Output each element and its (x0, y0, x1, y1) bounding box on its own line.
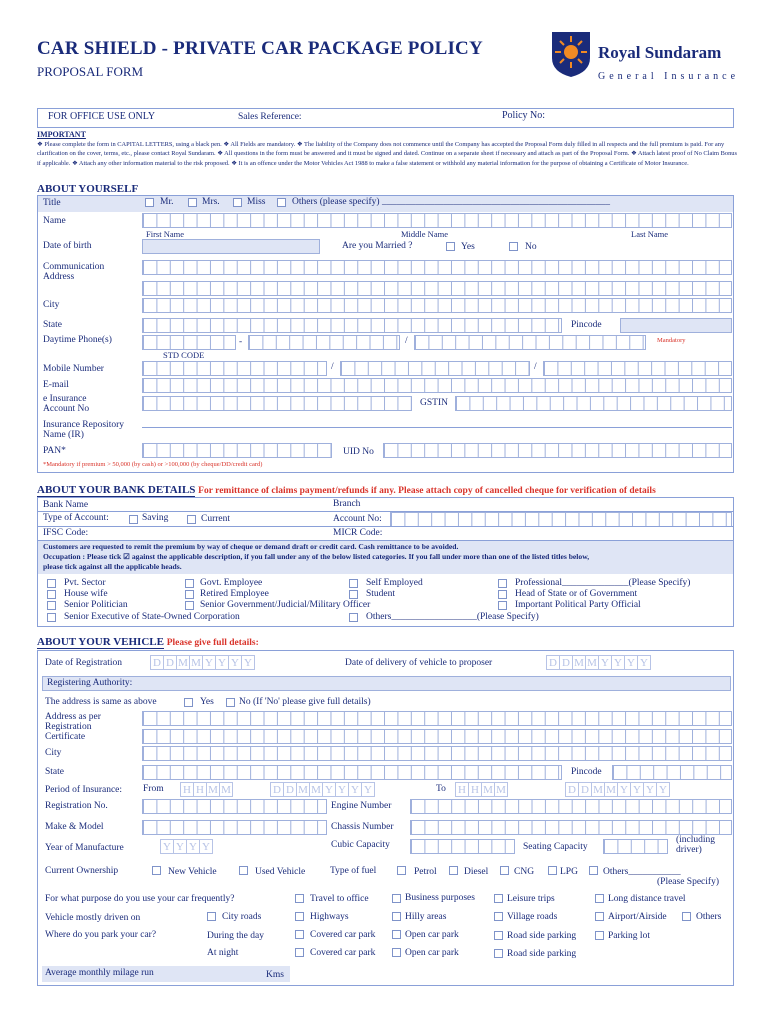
day-open-label: Open car park (405, 930, 459, 940)
occ-student-checkbox[interactable] (349, 590, 358, 599)
long-distance-checkbox[interactable] (595, 894, 604, 903)
lpg-label: LPG (560, 867, 578, 877)
mobile-input-2[interactable] (340, 361, 530, 376)
email-input[interactable] (142, 378, 732, 393)
occ-senior-govt-checkbox[interactable] (185, 601, 194, 610)
addr-same-yes-label: Yes (200, 697, 214, 707)
micr-label: MICR Code: (333, 528, 383, 538)
married-no-checkbox[interactable] (509, 242, 518, 251)
cubic-label: Cubic Capacity (331, 840, 390, 850)
day-open-checkbox[interactable] (392, 930, 401, 939)
uid-label: UID No (343, 447, 374, 457)
period-label: Period of Insurance: (45, 785, 123, 795)
occ-senior-govt-label: Senior Government/Judicial/Military Officer (200, 600, 371, 610)
hilly-label: Hilly areas (405, 912, 447, 922)
milage-label: Average monthly milage run (45, 968, 154, 978)
seating-label: Seating Capacity (523, 842, 588, 852)
to-date-cell[interactable]: D (565, 782, 579, 797)
from-label: From (143, 784, 164, 794)
cng-label: CNG (514, 867, 535, 877)
night-open-checkbox[interactable] (392, 948, 401, 957)
rc-addr-3: Certificate (45, 732, 86, 742)
night-road-label: Road side parking (507, 949, 577, 959)
lpg-checkbox[interactable] (548, 866, 557, 875)
occ-party-label: Important Political Party Official (515, 600, 641, 610)
miss-label: Miss (247, 197, 266, 207)
delivery-date-cell[interactable]: D (559, 655, 573, 670)
rc-addr-2: Registration (45, 722, 92, 732)
about-yourself-box (37, 195, 734, 473)
cubic-input[interactable] (410, 839, 515, 854)
engine-input[interactable] (410, 799, 732, 814)
reg-date-cell[interactable]: M (189, 655, 203, 670)
diesel-label: Diesel (464, 867, 489, 877)
yom-input[interactable] (160, 839, 212, 854)
city-label: City (43, 300, 60, 310)
occ-retired-label: Retired Employee (200, 589, 269, 599)
from-time-cell[interactable]: M (219, 782, 233, 797)
phone-number-2-input[interactable] (414, 335, 646, 350)
about-yourself-heading (37, 183, 138, 195)
reg-authority-input[interactable] (42, 676, 731, 691)
dob-input[interactable] (142, 239, 320, 254)
reg-date-cell[interactable]: D (150, 655, 164, 670)
office-use-label: FOR OFFICE USE ONLY (48, 111, 156, 122)
occ-housewife-label: House wife (64, 589, 108, 599)
state-input[interactable] (142, 318, 562, 333)
reg-date-label: Date of Registration (45, 658, 123, 668)
last-name-label: Last Name (631, 229, 669, 239)
addr-same-yes-checkbox[interactable] (184, 698, 193, 707)
reg-date-cell[interactable]: Y (202, 655, 216, 670)
eins-label-2: Account No (43, 404, 90, 414)
rc-city-label: City (45, 748, 62, 758)
mobile-input-1[interactable] (142, 361, 327, 376)
current-checkbox[interactable] (187, 515, 196, 524)
email-label: E-mail (43, 380, 69, 390)
new-vehicle-checkbox[interactable] (152, 866, 161, 875)
from-date-cell[interactable]: Y (322, 782, 336, 797)
from-date-cell[interactable]: M (309, 782, 323, 797)
account-no-input[interactable] (390, 512, 732, 527)
to-label: To (436, 784, 446, 794)
seating-input[interactable] (603, 839, 668, 854)
from-date-cell[interactable]: D (270, 782, 284, 797)
during-day-label: During the day (207, 931, 264, 941)
important-heading: IMPORTANT (37, 130, 86, 139)
fuel-others-label: Others___________ (603, 867, 681, 877)
rc-pincode-input[interactable] (612, 765, 732, 780)
to-time-cell[interactable]: H (468, 782, 482, 797)
airport-checkbox[interactable] (595, 912, 604, 921)
dob-label: Date of birth (43, 241, 92, 251)
city-roads-checkbox[interactable] (207, 912, 216, 921)
name-label: Name (43, 216, 66, 226)
diesel-checkbox[interactable] (449, 866, 458, 875)
to-date-cell[interactable]: D (578, 782, 592, 797)
title-label: Title (43, 198, 61, 208)
sales-reference-label: Sales Reference: (238, 112, 302, 122)
from-date-cell[interactable]: Y (348, 782, 362, 797)
ownership-label: Current Ownership (45, 866, 119, 876)
ir-label (43, 420, 124, 440)
uid-input[interactable] (383, 443, 732, 458)
occ-party-checkbox[interactable] (498, 601, 507, 610)
occ-professional-label: Professional______________(Please Specify) (515, 578, 691, 588)
to-date-cell[interactable]: M (604, 782, 618, 797)
highways-label: Highways (310, 912, 349, 922)
logo-sub: General Insurance (598, 71, 740, 82)
from-date-input[interactable] (270, 782, 374, 797)
logo-name: Royal Sundaram (598, 43, 722, 62)
current-label: Current (201, 514, 231, 524)
city-roads-label: City roads (222, 912, 262, 922)
parking-lot-checkbox[interactable] (595, 931, 604, 940)
rc-pincode-label: Pincode (571, 767, 602, 777)
pincode-label: Pincode (571, 320, 602, 330)
petrol-checkbox[interactable] (397, 866, 406, 875)
phone-dash: - (239, 337, 243, 347)
married-yes-checkbox[interactable] (446, 242, 455, 251)
yom-cell[interactable]: Y (199, 839, 213, 854)
from-time-input[interactable] (180, 782, 232, 797)
e-insurance-input[interactable] (142, 396, 412, 411)
delivery-date-label: Date of delivery of vehicle to proposer (345, 658, 493, 668)
saving-checkbox[interactable] (129, 515, 138, 524)
airport-label: Airport/Airside (608, 912, 667, 922)
business-label: Business purposes (405, 893, 475, 903)
ir-label-2: Name (IR) (43, 430, 84, 440)
others-checkbox[interactable] (277, 198, 286, 207)
chassis-label: Chassis Number (331, 822, 394, 832)
e-insurance-label (43, 394, 89, 414)
occ-pvt-label: Pvt. Sector (64, 578, 106, 588)
pan-label: PAN* (43, 446, 66, 456)
reg-date-cell[interactable]: Y (241, 655, 255, 670)
vehicle-heading-title: ABOUT YOUR VEHICLE (37, 636, 164, 648)
travel-office-checkbox[interactable] (295, 894, 304, 903)
night-covered-checkbox[interactable] (295, 948, 304, 957)
gstin-label: GSTIN (420, 398, 448, 408)
eins-label-1: e Insurance (43, 394, 87, 404)
name-input[interactable] (142, 213, 732, 228)
ifsc-label: IFSC Code: (43, 528, 89, 538)
mandatory-note: Mandatory (657, 337, 686, 344)
account-no-label: Account No: (333, 514, 382, 524)
day-covered-label: Covered car park (310, 930, 376, 940)
reg-date-cell[interactable]: Y (215, 655, 229, 670)
addr-same-no-label: No (If 'No' please give full details) (239, 697, 371, 707)
rc-addr-1: Address as per (45, 712, 101, 722)
petrol-label: Petrol (414, 867, 437, 877)
village-checkbox[interactable] (494, 912, 503, 921)
comm-address-label (43, 262, 104, 282)
make-input[interactable] (142, 820, 327, 835)
business-checkbox[interactable] (392, 894, 401, 903)
to-date-cell[interactable]: Y (656, 782, 670, 797)
occ-politician-checkbox[interactable] (47, 601, 56, 610)
kms-label: Kms (266, 970, 284, 980)
used-vehicle-checkbox[interactable] (239, 866, 248, 875)
saving-label: Saving (142, 513, 169, 523)
customer-note-2: Occupation : Please tick ☑ against the applicable description, if you fall under any of the below listed categories. If you fall under more than one of the listed titles below, (43, 552, 590, 561)
from-date-cell[interactable]: Y (335, 782, 349, 797)
hilly-checkbox[interactable] (392, 912, 401, 921)
occ-others-label: Others__________________(Please Specify) (366, 612, 539, 622)
leisure-checkbox[interactable] (494, 894, 503, 903)
from-date-cell[interactable]: Y (361, 782, 375, 797)
std-code-label: STD CODE (163, 350, 205, 360)
night-open-label: Open car park (405, 948, 459, 958)
occ-state-exec-checkbox[interactable] (47, 613, 56, 622)
occ-professional-checkbox[interactable] (498, 579, 507, 588)
occ-others-checkbox[interactable] (349, 613, 358, 622)
state-label: State (43, 320, 62, 330)
important-text: ❖ Please complete the form in CAPITAL LETTERS, using a black pen. ❖ All Fields are mandatory. ❖ The liability of the Company does not commence until the Company has accepted the Proposal Form duly filled in all respects and the full premium is paid. For any clarification on the cover, terms, etc., please contact Royal Sundaram. ❖ All questions in the form must be answered and it must be signed and dated. Continue on a separate sheet if necessary and attach as part of the Proposal Form. ❖ Attach latest proof of No Claim Bonus if applicable. ❖ Attach any other information material to the risk proposed. ❖ It is an offence under the Motor Vehicles Act 1988 to make a false statement or withhold any material information for the purpose of obtaining a Certificate of Motor Insurance. (37, 141, 737, 167)
engine-label: Engine Number (331, 801, 392, 811)
cng-checkbox[interactable] (500, 866, 509, 875)
pan-note: *Mandatory if premium > 50,000 (by cash) or >100,000 (by cheque/DD/credit card) (43, 461, 263, 468)
mobile-slash-1: / (331, 362, 334, 372)
policy-no-label: Policy No: (502, 110, 546, 121)
parking-lot-label: Parking lot (608, 931, 650, 941)
ir-input-line[interactable] (142, 427, 732, 428)
mr-label: Mr. (160, 197, 174, 207)
pincode-input[interactable] (620, 318, 732, 333)
occ-housewife-checkbox[interactable] (47, 590, 56, 599)
travel-office-label: Travel to office (310, 894, 369, 904)
first-name-label: First Name (146, 229, 185, 239)
city-input[interactable] (142, 298, 732, 313)
phone-number-input[interactable] (248, 335, 400, 350)
vehicle-heading-note: Please give full details: (166, 638, 259, 648)
fuel-label: Type of fuel (330, 866, 377, 876)
yom-cell[interactable]: Y (173, 839, 187, 854)
from-time-cell[interactable]: H (180, 782, 194, 797)
from-date-cell[interactable]: M (296, 782, 310, 797)
occ-politician-label: Senior Politician (64, 600, 128, 610)
reg-authority-label: Registering Authority: (47, 678, 133, 688)
mrs-label: Mrs. (202, 197, 220, 207)
form-subtitle: PROPOSAL FORM (37, 64, 144, 79)
village-label: Village roads (507, 912, 558, 922)
used-vehicle-label: Used Vehicle (255, 867, 306, 877)
reg-no-input[interactable] (142, 799, 327, 814)
incl-1: (including (676, 835, 716, 845)
address-line-1[interactable] (142, 260, 732, 275)
to-date-cell[interactable]: Y (643, 782, 657, 797)
day-road-label: Road side parking (507, 931, 577, 941)
from-date-cell[interactable]: D (283, 782, 297, 797)
reg-no-label: Registration No. (45, 801, 108, 811)
mr-checkbox[interactable] (145, 198, 154, 207)
rc-address-label (45, 712, 101, 742)
married-no-label: No (525, 242, 537, 252)
yom-cell[interactable]: Y (160, 839, 174, 854)
bank-heading-note: For remittance of claims payment/refunds if any. Please attach copy of cancelled cheque for verification of details (198, 486, 656, 496)
ir-label-1: Insurance Repository (43, 420, 124, 430)
branch-label: Branch (333, 499, 361, 509)
comm-label-1: Communication (43, 262, 105, 272)
rc-city-input[interactable] (142, 746, 732, 761)
occ-govt-checkbox[interactable] (185, 579, 194, 588)
occ-student-label: Student (366, 589, 396, 599)
mrs-checkbox[interactable] (188, 198, 197, 207)
day-road-checkbox[interactable] (494, 931, 503, 940)
make-label: Make & Model (45, 822, 104, 832)
pan-input[interactable] (142, 443, 332, 458)
married-yes-label: Yes (461, 242, 475, 252)
rc-state-input[interactable] (142, 765, 562, 780)
yom-label: Year of Manufacture (45, 843, 124, 853)
delivery-date-cell[interactable]: M (585, 655, 599, 670)
to-date-cell[interactable]: M (591, 782, 605, 797)
occ-govt-label: Govt. Employee (200, 578, 263, 588)
occ-head-state-checkbox[interactable] (498, 590, 507, 599)
addr-same-no-checkbox[interactable] (226, 698, 235, 707)
to-time-cell[interactable]: H (455, 782, 469, 797)
occ-state-exec-label: Senior Executive of State-Owned Corporation (64, 612, 240, 622)
from-time-cell[interactable]: M (206, 782, 220, 797)
fuel-others-checkbox[interactable] (589, 866, 598, 875)
mobile-label: Mobile Number (43, 364, 104, 374)
others-title-label: Others (please specify) ________________________________________________ (292, 197, 610, 207)
to-time-cell[interactable]: M (494, 782, 508, 797)
drive-others-checkbox[interactable] (682, 912, 691, 921)
middle-name-label: Middle Name (401, 229, 448, 239)
delivery-date-cell[interactable]: M (572, 655, 586, 670)
about-yourself-title: ABOUT YOURSELF (37, 183, 139, 195)
occ-pvt-checkbox[interactable] (47, 579, 56, 588)
delivery-date-cell[interactable]: Y (624, 655, 638, 670)
to-date-cell[interactable]: Y (617, 782, 631, 797)
bank-row-line-2 (38, 526, 733, 527)
to-date-input[interactable] (565, 782, 669, 797)
delivery-date-cell[interactable]: Y (598, 655, 612, 670)
rc-address-line-1[interactable] (142, 711, 732, 726)
incl-driver-label (676, 835, 715, 855)
occ-self-checkbox[interactable] (349, 579, 358, 588)
account-type-label: Type of Account: (43, 513, 109, 523)
reg-date-cell[interactable]: D (163, 655, 177, 670)
chassis-input[interactable] (410, 820, 732, 835)
new-vehicle-label: New Vehicle (168, 867, 217, 877)
phone-std-input[interactable] (142, 335, 236, 350)
occ-retired-checkbox[interactable] (185, 590, 194, 599)
address-line-2[interactable] (142, 281, 732, 296)
bank-heading (37, 484, 656, 496)
from-time-cell[interactable]: H (193, 782, 207, 797)
phone-label: Daytime Phone(s) (43, 335, 112, 345)
to-time-input[interactable] (455, 782, 507, 797)
delivery-date-cell[interactable]: D (546, 655, 560, 670)
sun-logo-icon (548, 28, 594, 78)
driven-label: Vehicle mostly driven on (45, 913, 141, 923)
reg-date-cell[interactable]: M (176, 655, 190, 670)
drive-others-label: Others (696, 912, 722, 922)
at-night-label: At night (207, 948, 239, 958)
vehicle-heading (37, 636, 259, 648)
fuel-specify-label: (Please Specify) (657, 877, 719, 887)
leisure-label: Leisure trips (507, 894, 555, 904)
bank-name-label: Bank Name (43, 500, 89, 510)
gstin-input[interactable] (455, 396, 732, 411)
phone-slash: / (405, 336, 408, 346)
incl-2: driver) (676, 845, 702, 855)
occ-head-state-label: Head of State or of Government (515, 589, 638, 599)
customer-note-3: please tick against all the applicable heads. (43, 562, 182, 571)
mobile-slash-2: / (534, 362, 537, 372)
customer-note-1: Customers are requested to remit the premium by way of cheque or demand draft or credit card. Cash remittance to be avoided. (43, 542, 459, 551)
mobile-input-3[interactable] (543, 361, 732, 376)
bank-heading-title: ABOUT YOUR BANK DETAILS (37, 484, 196, 496)
occ-self-label: Self Employed (366, 578, 423, 588)
night-road-checkbox[interactable] (494, 949, 503, 958)
form-title: CAR SHIELD - PRIVATE CAR PACKAGE POLICY (37, 38, 483, 59)
rc-state-label: State (45, 767, 64, 777)
delivery-date-cell[interactable]: Y (611, 655, 625, 670)
long-distance-label: Long distance travel (608, 894, 686, 904)
comm-label-2: Address (43, 272, 75, 282)
rc-address-line-2[interactable] (142, 729, 732, 744)
miss-checkbox[interactable] (233, 198, 242, 207)
park-label: Where do you park your car? (45, 930, 157, 940)
day-covered-checkbox[interactable] (295, 930, 304, 939)
highways-checkbox[interactable] (295, 912, 304, 921)
reg-date-cell[interactable]: Y (228, 655, 242, 670)
delivery-date-input[interactable] (546, 655, 650, 670)
yom-cell[interactable]: Y (186, 839, 200, 854)
delivery-date-cell[interactable]: Y (637, 655, 651, 670)
addr-same-label: The address is same as above (45, 697, 157, 707)
married-label: Are you Married ? (342, 241, 413, 251)
reg-date-input[interactable] (150, 655, 254, 670)
to-time-cell[interactable]: M (481, 782, 495, 797)
purpose-label: For what purpose do you use your car frequently? (45, 894, 235, 904)
to-date-cell[interactable]: Y (630, 782, 644, 797)
night-covered-label: Covered car park (310, 948, 376, 958)
